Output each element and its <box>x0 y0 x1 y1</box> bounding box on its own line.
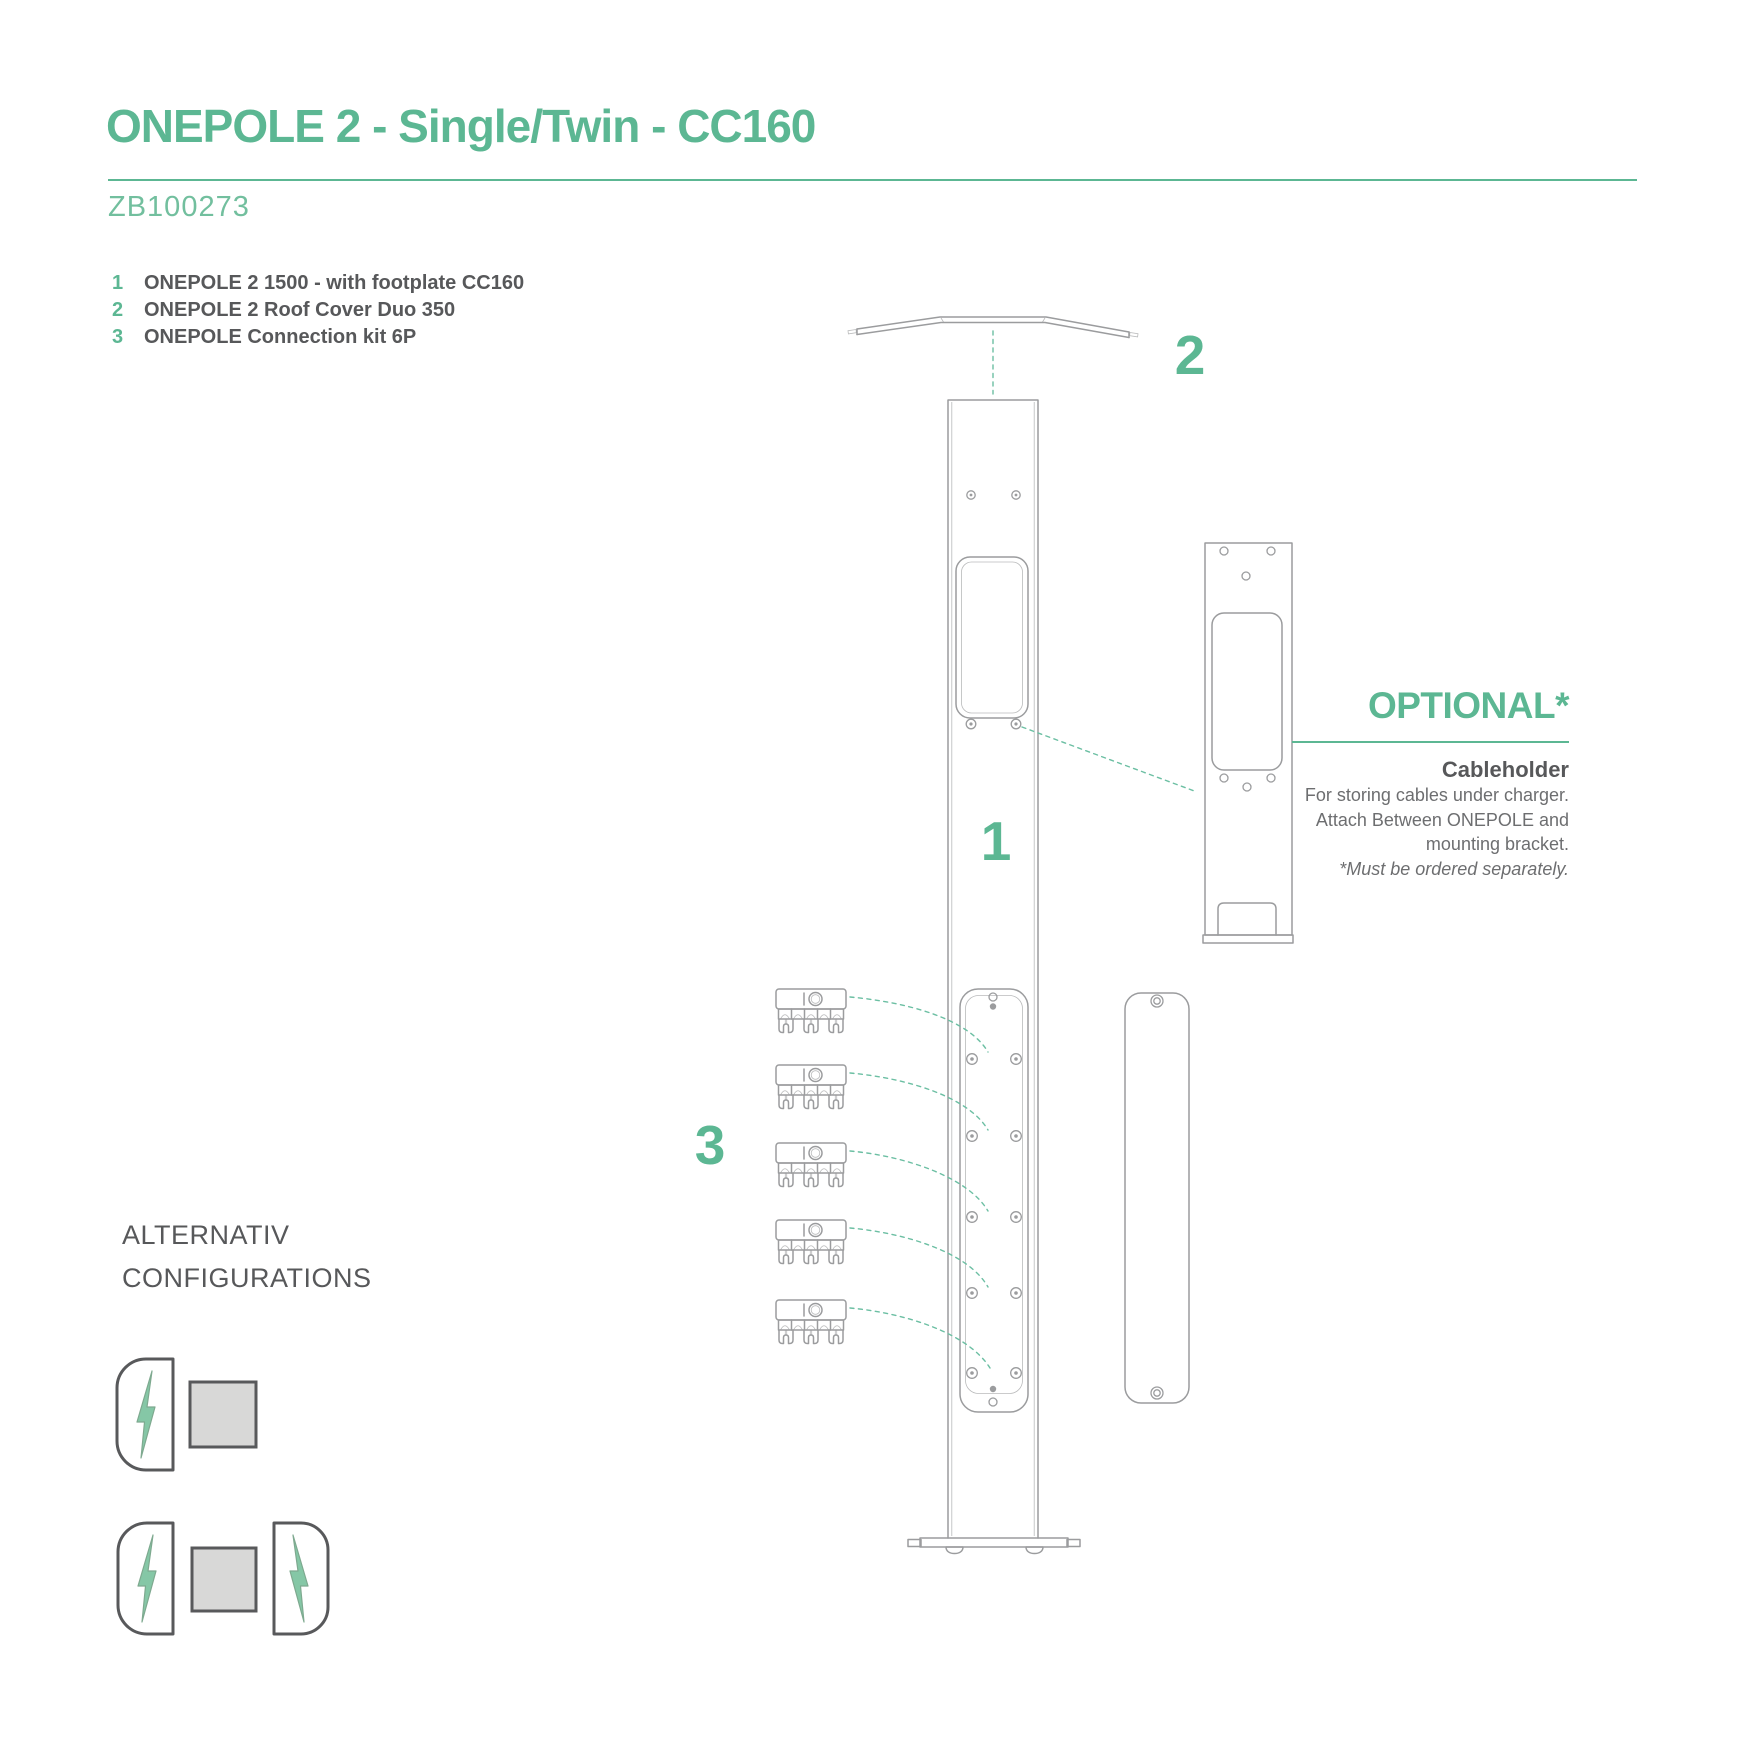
plate-hole-grid <box>967 1054 1022 1379</box>
callout-pole: 1 <box>980 810 1012 872</box>
mounting-square-icon <box>190 1382 256 1447</box>
connector-module-icon <box>776 1065 846 1109</box>
callout-roof: 2 <box>1174 324 1206 386</box>
part-number: 1 <box>112 272 124 294</box>
part-number: 2 <box>112 299 124 321</box>
optional-panel <box>1139 686 1569 881</box>
alternative-title-line: ALTERNATIV <box>122 1220 290 1250</box>
connection-kit-drawing <box>776 989 990 1368</box>
configuration-2-pictogram <box>118 1523 328 1634</box>
optional-description: Attach Between ONEPOLE and <box>1315 809 1569 830</box>
mounting-square-icon <box>192 1548 256 1611</box>
optional-description: For storing cables under charger. <box>1304 785 1569 805</box>
alternative-configurations-title <box>122 1214 372 1300</box>
connector-module-icon <box>776 989 846 1033</box>
connector-module-icon <box>776 1143 846 1187</box>
connector-module-icon <box>776 1300 846 1344</box>
part-label: ONEPOLE 2 1500 - with footplate CC160 <box>144 272 525 294</box>
optional-heading: OPTIONAL* <box>1367 685 1569 726</box>
footplate-drawing <box>908 1538 1080 1554</box>
configuration-1-pictogram <box>117 1359 256 1470</box>
cover-plate-drawing <box>1125 993 1189 1403</box>
title-divider <box>108 179 1637 181</box>
product-code: ZB100273 <box>108 191 250 223</box>
page-title: ONEPOLE 2 - Single/Twin - CC160 <box>106 100 816 152</box>
alternative-title-line: CONFIGURATIONS <box>122 1263 372 1293</box>
part-label: ONEPOLE 2 Roof Cover Duo 350 <box>144 299 456 321</box>
optional-note: *Must be ordered separately. <box>1339 858 1569 879</box>
optional-description: mounting bracket. <box>1425 834 1569 854</box>
callout-kit: 3 <box>694 1114 726 1176</box>
pole-drawing <box>908 400 1080 1554</box>
connector-module-icon <box>776 1220 846 1264</box>
part-number: 3 <box>112 326 124 348</box>
parts-list-item <box>112 297 524 324</box>
parts-list-item <box>112 324 524 351</box>
optional-item-name: Cableholder <box>1441 757 1569 782</box>
parts-list <box>112 270 524 351</box>
parts-list-item <box>112 270 524 297</box>
part-label: ONEPOLE Connection kit 6P <box>144 326 417 348</box>
